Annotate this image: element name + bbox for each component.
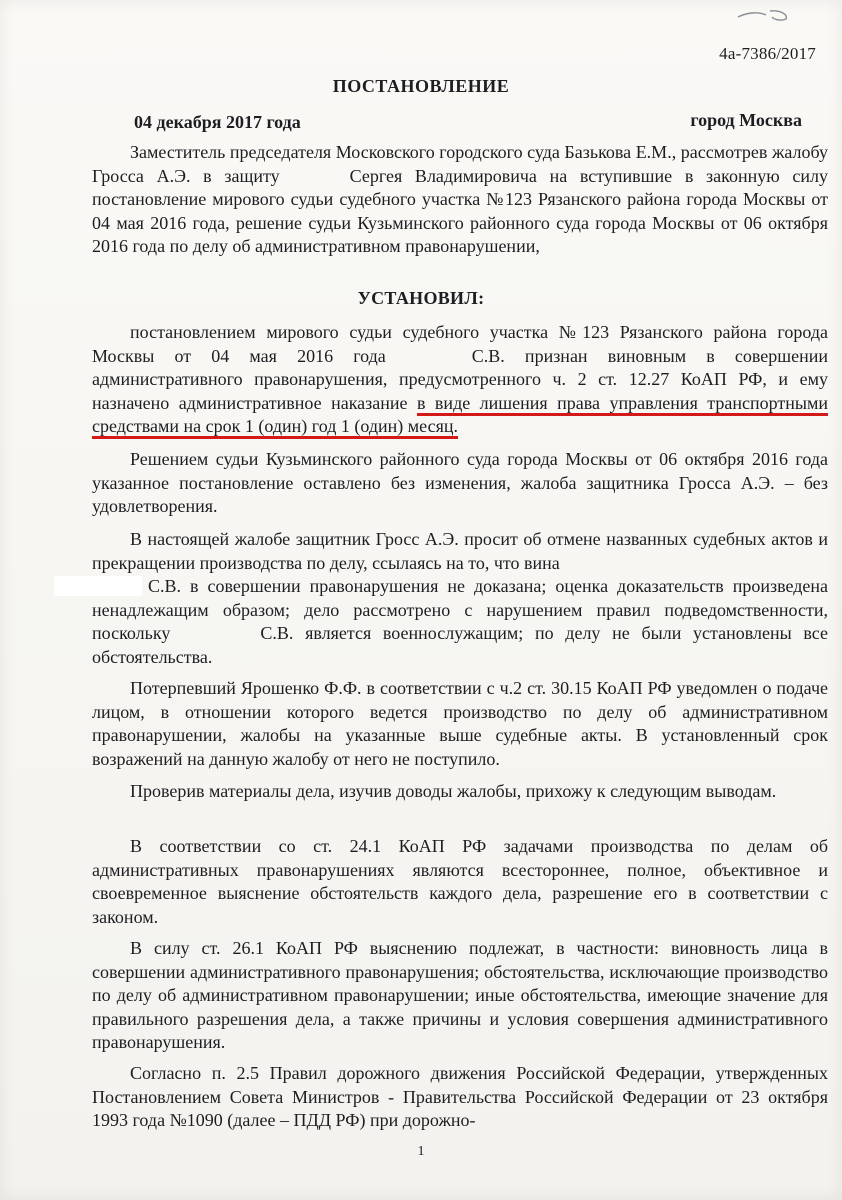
p6-text: В соответствии со ст. 24.1 КоАП РФ задачами производства по делам об административных правонарушениях являются всестороннее, полное, объективное и своевременное выяснение обстоятельств каждого дела, разрешение его в соответствии с законом. bbox=[92, 836, 828, 927]
p3-text-c: С.В. является военнослужащим; по делу не были установлены все обстоятельства. bbox=[92, 623, 828, 667]
p8-text: Согласно п. 2.5 Правил дорожного движения Российской Федерации, утвержденных Постановлением Совета Министров - Правительства Российской Федерации от 23 октября 1993 года №1090 (далее – ПДД РФ) при дорожно- bbox=[92, 1063, 828, 1131]
paragraph-appeal-decision bbox=[92, 448, 828, 519]
p3-text-a: В настоящей жалобе защитник Гросс А.Э. просит об отмене названных судебных актов и прекращении производства по делу, ссылаясь на то, что вина bbox=[92, 529, 828, 573]
intro-text-part1: Заместитель председателя Московского городского суда Базькова Е.М., рассмотрев жалобу Гросса А.Э. в защиту bbox=[92, 142, 828, 186]
handwritten-mark bbox=[736, 8, 792, 22]
paragraph-traffic-rules bbox=[92, 1062, 828, 1133]
p3-text-b: С.В. в совершении правонарушения не доказана; оценка доказательств произведена ненадлежащим образом; дело рассмотрено с нарушением правил подведомственности, поскольку bbox=[92, 576, 828, 644]
paragraph-decision bbox=[92, 321, 828, 439]
document-date: 04 декабря 2017 года bbox=[134, 112, 301, 132]
paragraph-conclusion-intro bbox=[92, 780, 828, 804]
p1-text-a: постановлением мирового судьи судебного участка №123 Рязанского района города Москвы от 04 мая 2016 года bbox=[92, 322, 828, 366]
document-title: ПОСТАНОВЛЕНИЕ bbox=[332, 76, 510, 96]
intro-text-part2: Сергея Владимировича на вступившие в законную силу постановление мирового судьи судебного участка №123 Рязанского района города Москвы от 04 мая 2016 года, решение судьи Кузьминского районного суда города Москвы от 06 октября 2016 года по делу об административном правонарушении, bbox=[92, 165, 828, 257]
paragraph-victim bbox=[92, 677, 828, 771]
red-underlined-penalty: в виде лишения права управления транспортными средствами на срок 1 (один) год 1 (один) месяц. bbox=[92, 392, 829, 437]
document-city: город Москва bbox=[690, 110, 802, 130]
section-heading: УСТАНОВИЛ: bbox=[357, 288, 485, 308]
paragraph-article-24-1 bbox=[92, 835, 828, 929]
intro-paragraph bbox=[92, 141, 828, 259]
p7-text: В силу ст. 26.1 КоАП РФ выяснению подлежат, в частности: виновность лица в совершении административного правонарушения; обстоятельства, исключающие производство по делу об административном правонарушении; иные обстоятельства, имеющие значение для правильного разрешения дела, а также причины и условия совершения административного правонарушения. bbox=[92, 938, 828, 1053]
p1-text-b: С.В. признан виновным в совершении административного правонарушения, предусмотренного ч. 2 ст. 12.27 КоАП РФ, и ему назначено административное наказание bbox=[92, 345, 828, 413]
p4-text: Потерпевший Ярошенко Ф.Ф. в соответствии с ч.2 ст. 30.15 КоАП РФ уведомлен о подаче лицом, в отношении которого ведется производство по делу об административном правонарушении, жалобы на указанные выше судебные акты. В установленный срок возражений на данную жалобу от него не поступило. bbox=[92, 678, 828, 769]
p5-text: Проверив материалы дела, изучив доводы жалобы, прихожу к следующим выводам. bbox=[130, 781, 777, 801]
page-number: 1 bbox=[417, 1144, 425, 1159]
p2-text: Решением судьи Кузьминского районного суда города Москвы от 06 октября 2016 года указанное постановление оставлено без изменения, жалоба защитника Гросса А.Э. – без удовлетворения. bbox=[92, 449, 828, 517]
paragraph-article-26-1 bbox=[92, 937, 828, 1055]
case-number: 4а-7386/2017 bbox=[719, 44, 816, 63]
paragraph-complaint bbox=[92, 528, 828, 670]
redaction-box bbox=[54, 576, 142, 596]
